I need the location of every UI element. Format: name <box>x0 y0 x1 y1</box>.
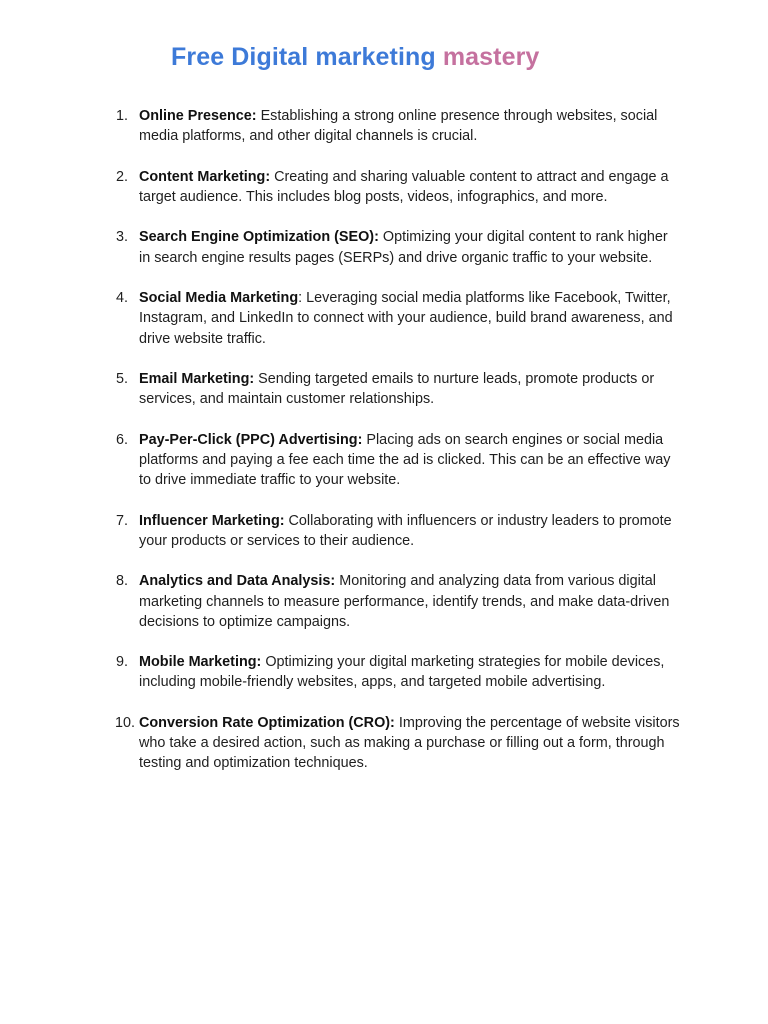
list-description: Monitoring and analyzing data from various digital marketing channels to measure performance, identify trends, and make data-driven decisions to optimize campaigns. <box>139 573 670 630</box>
title-part-blue: Free Digital marketing <box>171 43 436 71</box>
list-term: Search Engine Optimization (SEO): <box>139 229 379 246</box>
list-number: 7. <box>116 512 129 529</box>
list-number: 5. <box>116 371 129 388</box>
list-description: Improving the percentage of website visitors who take a desired action, such as making a purchase or filling out a form, through testing and optimization techniques. <box>139 714 680 772</box>
topic-list <box>114 106 680 794</box>
list-term: Online Presence: <box>139 108 257 124</box>
list-description: : Leveraging social media platforms like Facebook, Twitter, Instagram, and LinkedIn to connect with your audience, build brand awareness, and drive website traffic. <box>139 290 673 347</box>
list-description: Optimizing your digital content to rank higher in search engine results pages (SERPs) and drive organic traffic to your website. <box>139 229 668 266</box>
list-item <box>114 167 680 207</box>
list-item <box>114 571 680 632</box>
list-term: Pay-Per-Click (PPC) Advertising: <box>139 431 363 448</box>
list-number: 9. <box>116 654 129 671</box>
list-term: Analytics and Data Analysis: <box>139 573 336 590</box>
list-description: Placing ads on search engines or social media platforms and paying a fee each time the ad is clicked. This can be an effective way to drive immediate traffic to your website. <box>139 431 671 489</box>
list-number: 1. <box>116 108 129 124</box>
list-number: 8. <box>116 573 129 590</box>
list-description: Sending targeted emails to nurture leads, promote products or services, and maintain customer relationships. <box>139 371 655 408</box>
list-term: Conversion Rate Optimization (CRO): <box>139 714 395 731</box>
list-item <box>114 652 680 692</box>
list-description: Optimizing your digital marketing strategies for mobile devices, including mobile-friendly websites, apps, and targeted mobile advertising. <box>139 654 665 691</box>
list-item <box>114 227 680 267</box>
list-number: 3. <box>116 229 129 246</box>
list-description: Establishing a strong online presence through websites, social media platforms, and other digital channels is crucial. <box>139 108 658 145</box>
list-item <box>114 713 680 774</box>
list-item <box>114 511 680 551</box>
list-item <box>114 430 680 491</box>
list-item <box>114 369 680 409</box>
list-number: 6. <box>116 431 129 448</box>
list-item <box>114 106 680 146</box>
page-title <box>171 40 539 74</box>
list-description: Collaborating with influencers or industry leaders to promote your products or services to their audience. <box>139 512 672 549</box>
list-number: 2. <box>116 168 129 185</box>
title-part-pink: mastery <box>442 43 540 71</box>
list-item <box>114 288 680 349</box>
list-term: Content Marketing: <box>139 168 271 185</box>
list-number: 4. <box>116 290 129 307</box>
list-description: Creating and sharing valuable content to attract and engage a target audience. This includes blog posts, videos, infographics, and more. <box>139 168 669 205</box>
list-term: Social Media Marketing <box>139 290 299 307</box>
list-term: Mobile Marketing: <box>139 654 262 671</box>
list-term: Influencer Marketing: <box>139 512 285 529</box>
list-number: 10. <box>115 714 136 731</box>
list-term: Email Marketing: <box>139 371 255 388</box>
